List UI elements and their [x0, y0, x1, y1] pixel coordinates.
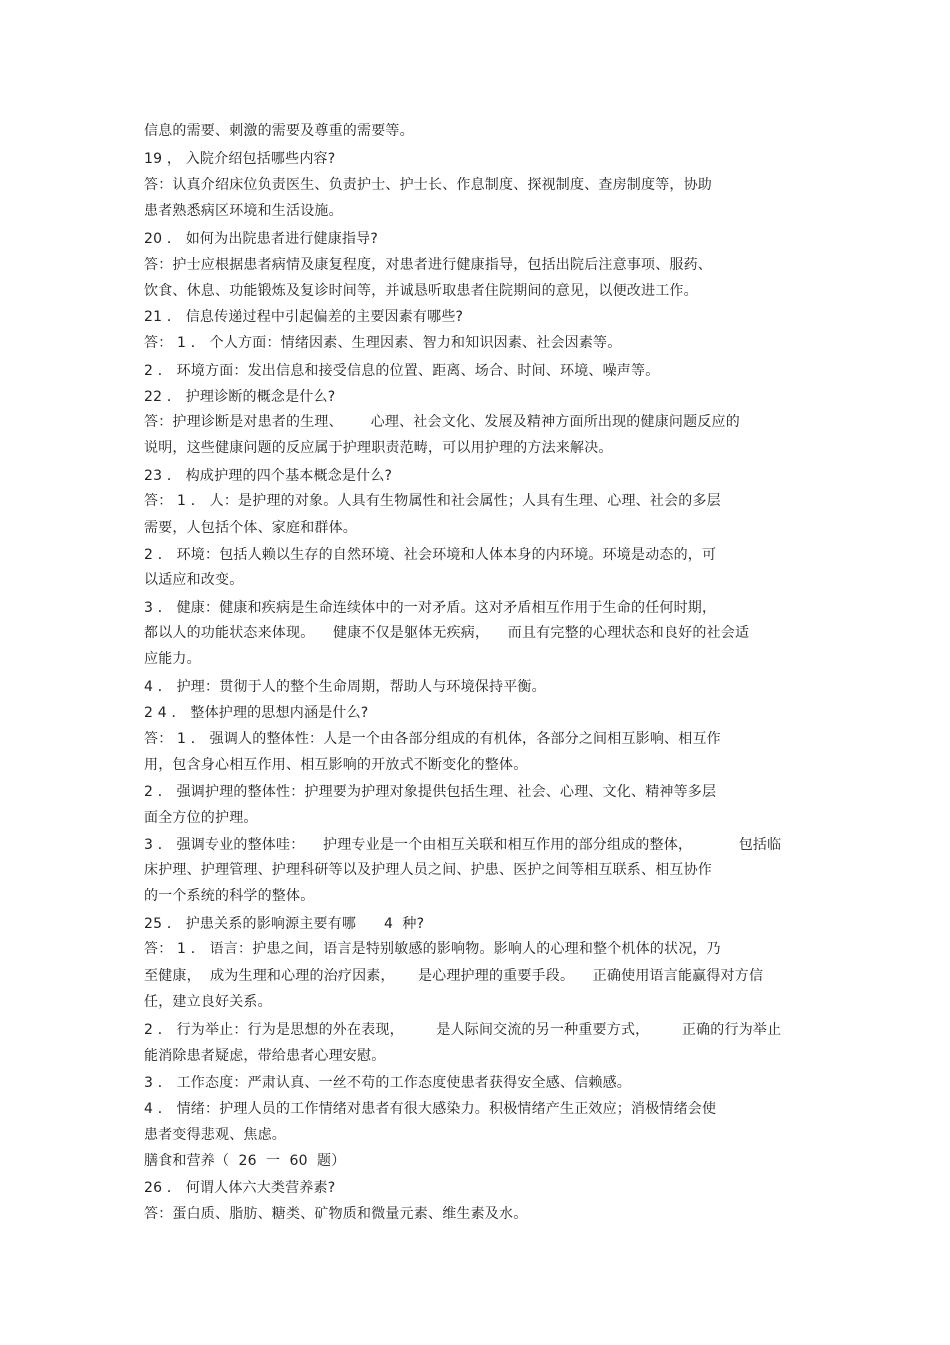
question-heading: 22 ． 护理诊断的概念是什么?: [144, 389, 336, 405]
text-line: 的一个系统的科学的整体。: [144, 888, 315, 904]
text-line: 2 ． 强调护理的整体性：护理要为护理对象提供包括生理、社会、心理、文化、精神等多层: [144, 784, 717, 800]
question-heading: 25 ． 护患关系的影响源主要有哪 4 种?: [144, 916, 425, 932]
text-line: 应能力。: [144, 651, 201, 667]
question-heading: 2 4 ． 整体护理的思想内涵是什么?: [144, 705, 369, 721]
text-line: 需要，人包括个体、家庭和群体。: [144, 520, 357, 536]
text-line: 3 ． 健康：健康和疾病是生命连续体中的一对矛盾。这对矛盾相互作用于生命的任何时期，: [144, 600, 717, 616]
text-line: 患者熟悉病区环境和生活设施。: [144, 203, 343, 219]
question-heading: 20 ． 如何为出院患者进行健康指导?: [144, 231, 378, 247]
question-heading: 23 ． 构成护理的四个基本概念是什么?: [144, 468, 393, 484]
text-line: 都以人的功能状态来体现。 健康不仅是躯体无疾病， 而且有完整的心理状态和良好的社会适: [144, 625, 750, 641]
text-line: 答： 1 ． 人：是护理的对象。人具有生物属性和社会属性；人具有生理、心理、社会的多层: [144, 493, 721, 509]
text-line: 用，包含身心相互作用、相互影响的开放式不断变化的整体。: [144, 757, 528, 773]
text-line: 答： 1 ． 语言：护患之间，语言是特别敏感的影响物。影响人的心理和整个机体的状况，乃: [144, 941, 721, 957]
text-line: 饮食、休息、功能锻炼及复诊时间等，并诚恳听取患者住院期间的意见，以便改进工作。: [144, 283, 698, 299]
text-line: 答： 1 ． 强调人的整体性：人是一个由各部分组成的有机体，各部分之间相互影响、相互作: [144, 731, 721, 747]
text-line: 3 ． 强调专业的整体哇： 护理专业是一个由相互关联和相互作用的部分组成的整体， 包括临: [144, 837, 782, 853]
text-line: 4 ． 护理：贯彻于人的整个生命周期，帮助人与环境保持平衡。: [144, 679, 546, 695]
text-line: 能消除患者疑虑，带给患者心理安慰。: [144, 1048, 386, 1064]
section-heading: 膳食和营养（ 26 一 60 题）: [144, 1153, 346, 1169]
text-line: 答：护理诊断是对患者的生理、 心理、社会文化、发展及精神方面所出现的健康问题反应的: [144, 414, 740, 430]
text-line: 2 ． 环境方面：发出信息和接受信息的位置、距离、场合、时间、环境、噪声等。: [144, 363, 660, 379]
text-line: 床护理、护理管理、护理科研等以及护理人员之间、护患、医护之间等相互联系、相互协作: [144, 862, 712, 878]
text-line: 至健康， 成为生理和心理的治疗因素， 是心理护理的重要手段。 正确使用语言能赢得对方信: [144, 968, 764, 984]
question-heading: 26 ． 何谓人体六大类营养素?: [144, 1180, 336, 1196]
text-line: 任，建立良好关系。: [144, 994, 272, 1010]
text-line: 答： 1 ． 个人方面：情绪因素、生理因素、智力和知识因素、社会因素等。: [144, 335, 622, 351]
text-line: 面全方位的护理。: [144, 810, 258, 826]
text-line: 答：认真介绍床位负责医生、负责护士、护士长、作息制度、探视制度、查房制度等，协助: [144, 177, 712, 193]
text-line: 答：蛋白质、脂肪、糖类、矿物质和微量元素、维生素及水。: [144, 1206, 528, 1222]
text-line: 4 ． 情绪：护理人员的工作情绪对患者有很大感染力。积极情绪产生正效应；消极情绪会使: [144, 1101, 717, 1117]
text-line: 患者变得悲观、焦虑。: [144, 1127, 286, 1143]
text-line: 说明，这些健康问题的反应属于护理职责范畴，可以用护理的方法来解决。: [144, 440, 613, 456]
text-line: 以适应和改变。: [144, 572, 244, 588]
text-line: 3 ． 工作态度：严肃认真、一丝不苟的工作态度使患者获得安全感、信赖感。: [144, 1075, 632, 1091]
text-line: 2 ． 环境：包括人赖以生存的自然环境、社会环境和人体本身的内环境。环境是动态的，可: [144, 547, 717, 563]
question-heading: 21 ． 信息传递过程中引起偏差的主要因素有哪些?: [144, 309, 464, 325]
text-line: 2 ． 行为举止：行为是思想的外在表现， 是人际间交流的另一种重要方式， 正确的行为举止: [144, 1022, 782, 1038]
text-line: 信息的需要、刺激的需要及尊重的需要等。: [144, 123, 414, 139]
text-line: 答：护士应根据患者病情及康复程度，对患者进行健康指导，包括出院后注意事项、服药、: [144, 257, 712, 273]
question-heading: 19 ， 入院介绍包括哪些内容?: [144, 151, 336, 167]
